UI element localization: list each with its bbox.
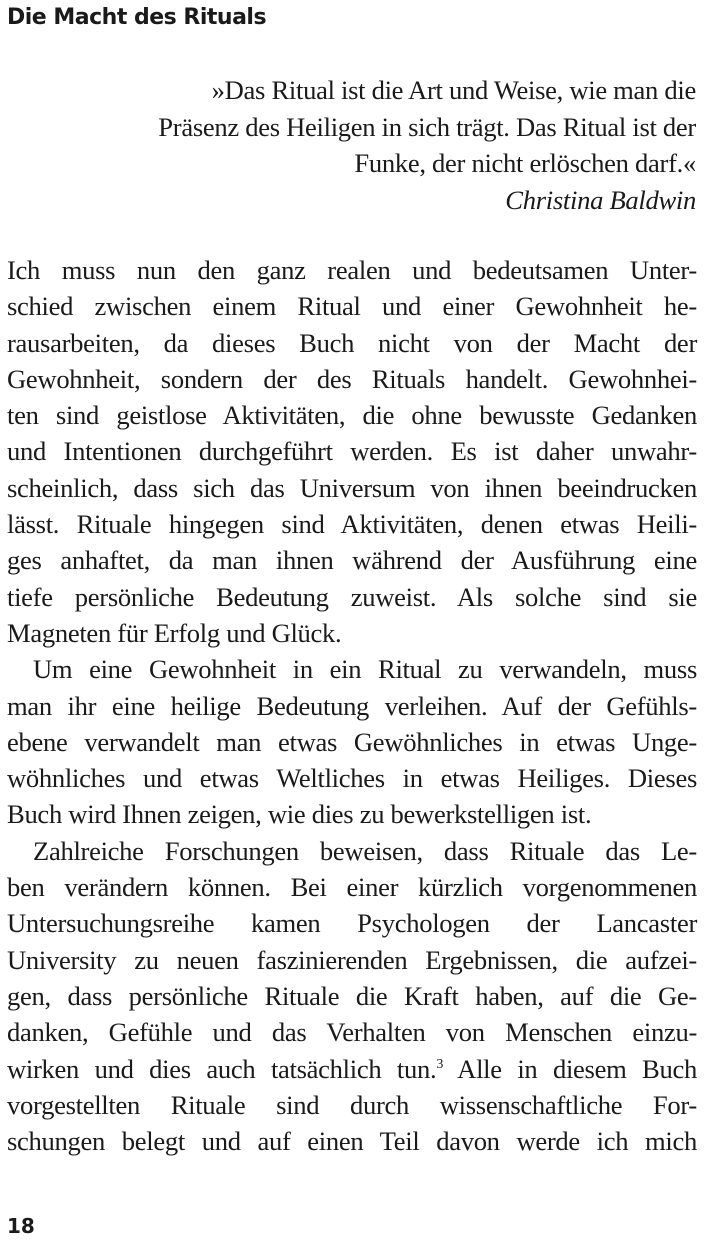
- text-line: gen, dass persönliche Rituale die Kraft haben, auf die Ge-: [7, 980, 697, 1011]
- text-line: University zu neuen faszinierenden Ergebnissen, die aufzei-: [7, 944, 697, 975]
- body-text: [7, 252, 697, 1159]
- text-line: lässt. Rituale hingegen sind Aktivitäten, denen etwas Heili-: [7, 509, 697, 540]
- paragraph-transform-habit: [7, 651, 697, 832]
- text-line: vorgestellten Rituale sind durch wissenschaftliche For-: [7, 1089, 697, 1120]
- text-line: scheinlich, dass sich das Universum von ihnen beeindrucken: [7, 472, 697, 503]
- text-line: rausarbeiten, da dieses Buch nicht von der Macht der: [7, 327, 697, 358]
- text-line: schungen belegt und auf einen Teil davon werde ich mich: [7, 1126, 697, 1157]
- text-line: wöhnliches und etwas Weltliches in etwas Heiliges. Dieses: [7, 763, 697, 794]
- text-line: ges anhaftet, da man ihnen während der Ausführung eine: [7, 545, 697, 576]
- chapter-title: Die Macht des Rituals: [7, 5, 267, 30]
- text-line-with-footnote: [7, 1051, 697, 1087]
- text-fragment: Alle in diesem Buch: [443, 1053, 697, 1084]
- text-line: danken, Gefühle und das Verhalten von Menschen einzu-: [7, 1017, 697, 1048]
- paragraph-ritual-vs-habit: [7, 252, 697, 651]
- footnote-reference: 3: [436, 1056, 444, 1072]
- epigraph-author: Christina Baldwin: [505, 184, 696, 215]
- epigraph-line: Präsenz des Heiligen in sich trägt. Das Ritual ist der: [158, 111, 696, 142]
- page-number: 18: [7, 1214, 35, 1238]
- text-line: man ihr eine heilige Bedeutung verleihen. Auf der Gefühls-: [7, 690, 697, 721]
- text-line: schied zwischen einem Ritual und einer Gewohnheit he-: [7, 291, 697, 322]
- text-line: Gewohnheit, sondern der des Rituals handelt. Gewohnhei-: [7, 363, 697, 394]
- text-fragment: wirken und dies auch tatsächlich tun.: [7, 1053, 437, 1084]
- text-line: Zahlreiche Forschungen beweisen, dass Rituale das Le-: [33, 835, 697, 866]
- epigraph-quote: [76, 72, 696, 218]
- text-line: und Intentionen durchgeführt werden. Es ist daher unwahr-: [7, 436, 697, 467]
- epigraph-line: »Das Ritual ist die Art und Weise, wie man die: [211, 75, 696, 105]
- epigraph-line: Funke, der nicht erlöschen darf.«: [354, 148, 696, 178]
- text-line: Ich muss nun den ganz realen und bedeutsamen Unter-: [7, 255, 697, 285]
- text-line: Magneten für Erfolg und Glück.: [7, 617, 342, 648]
- text-line: Buch wird Ihnen zeigen, wie dies zu bewerkstelligen ist.: [7, 799, 592, 830]
- text-line: Um eine Gewohnheit in ein Ritual zu verwandeln, muss: [33, 654, 697, 685]
- paragraph-research: [7, 833, 697, 1160]
- text-line: ten sind geistlose Aktivitäten, die ohne bewusste Gedanken: [7, 400, 697, 431]
- text-line: Untersuchungsreihe kamen Psychologen der Lancaster: [7, 908, 697, 939]
- text-line: tiefe persönliche Bedeutung zuweist. Als solche sind sie: [7, 581, 697, 612]
- text-line: ben verändern können. Bei einer kürzlich vorgenommenen: [7, 872, 697, 903]
- text-line: ebene verwandelt man etwas Gewöhnliches in etwas Unge-: [7, 726, 697, 757]
